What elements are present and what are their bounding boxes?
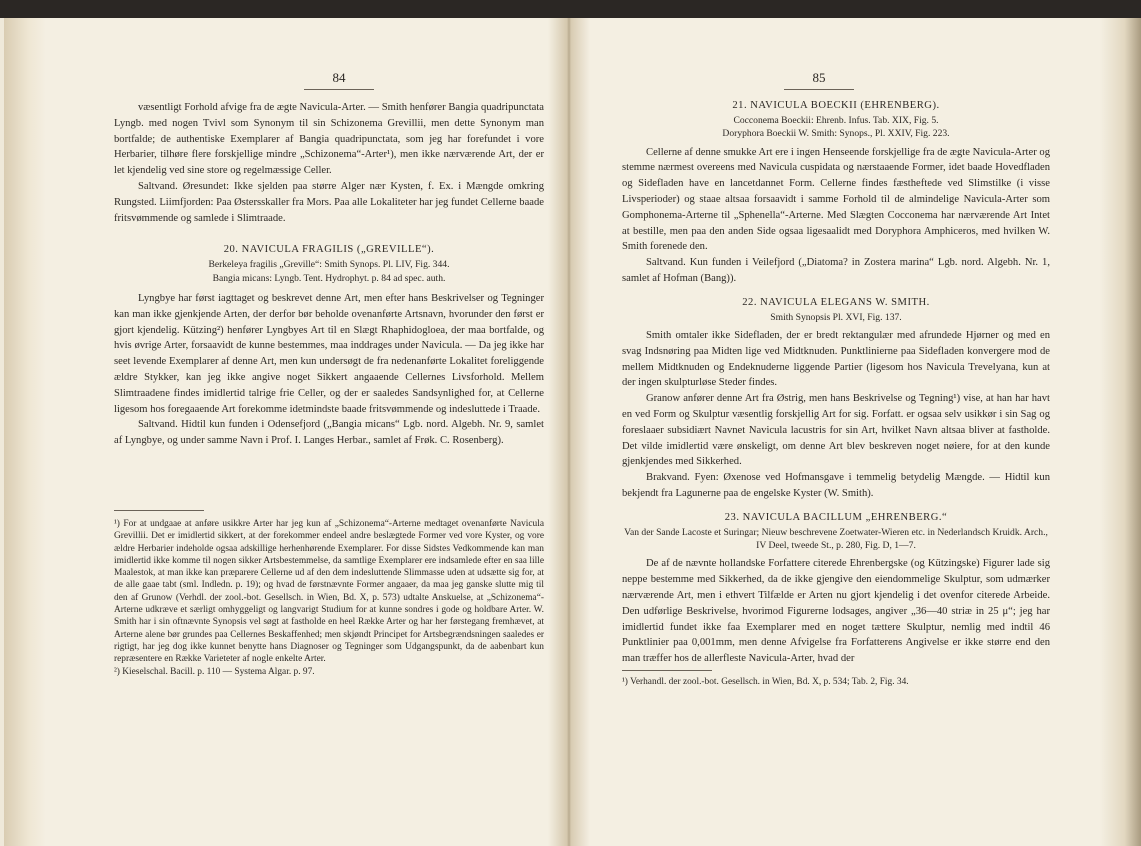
right-page-edge: [1100, 18, 1141, 846]
paragraph: Saltvand. Øresundet: Ikke sjelden paa større Alger nær Kysten, f. Ex. i Mængde omkring Rungsted. Liimfjorden: Paa Østersskaller fra Mors. Paa alle Lokaliteter har jeg fundet Cellerne baade fritsvømmende og samlede i Slimtraade.: [114, 180, 544, 224]
left-footnotes: [114, 518, 544, 678]
paragraph: Saltvand. Hidtil kun funden i Odensefjord („Bangia micans“ Lgb. nord. Algebh. Nr. 9, samlet af Lyngbye, og under samme Navn i Prof. I. Langes Herbar., samlet af Frøk. C. Rosenberg).: [114, 419, 544, 447]
paragraph: Cellerne af denne smukke Art ere i ingen Henseende forskjellige fra de ægte Navicula-Arter og stemme nærmest overeens med Navicula cuspidata og nærstaaende Former, idet baade Hovedfladen og Sidefladen have en lancetdannet Form. Cellerne findes fæstheftede ved Slimstilke (i visse Livsperioder) og staae altsaa forsaavidt i samme Forhold til de almindelige Navicula-Arter som Gomphonema-Arterne til „Sphenella“-Arterne. Med Slægten Cocconema har nærværende Art Intet at bestille, men paa den anden Side ogsaa ligesaalidt med Doryphora Amphiceros, med hvilken W. Smith forenede den.: [622, 146, 1050, 253]
footnote-rule: [114, 510, 204, 511]
left-page-edge: [4, 18, 46, 846]
page-number-right: 85: [812, 70, 826, 85]
book-spread: [0, 18, 1141, 846]
synonym-line: Cocconema Boeckii: Ehrenb. Infus. Tab. XIX, Fig. 5.: [733, 114, 939, 126]
page-number-rule-right: [784, 89, 854, 90]
right-page-text: [622, 98, 1050, 667]
synonym-line: Doryphora Boeckii W. Smith: Synops., Pl. XXIV, Fig. 223.: [722, 128, 950, 140]
right-footnotes: [622, 676, 1050, 688]
paragraph: Smith omtaler ikke Sidefladen, der er bredt rektangulær med afrundede Hjørner og med en svag Indsnøring paa Midten lige ved Midtknuden. Punktlinierne paa Sidefladen konvergere mod de mellem Midtknuden og Endeknuderne liggende Partier (ligesom hos Navicula Trevelyana, kun at der ingen skulpturløse Steder findes.: [622, 329, 1050, 389]
footnote: ¹) Verhandl. der zool.-bot. Gesellsch. in Wien, Bd. X, p. 534; Tab. 2, Fig. 34.: [622, 677, 909, 687]
footnote: ²) Kieselschal. Bacill. p. 110 — Systema Algar. p. 97.: [114, 666, 315, 677]
paragraph: Lyngbye har først iagttaget og beskrevet denne Art, men efter hans Beskrivelser og Tegninger kan man ikke gjenkjende Arten, der derfor bør beholde ovenanførte Artsnavn, hvorunder den først er gjort kjendelig. Kützing²) henfører Lyngbyes Art til en Slægt Rhaphidogloea, der maa bortfalde, og hvis øvrige Arter, forsaavidt de kunne bestemmes, maa inddrages under Navicula. — Da jeg ikke har seet levende Exemplarer af denne Art, men kun undersøgt de fra nedenanførte Lokalitet foreliggende ældre Stykker, kan jeg ikke angive noget Sikkert angaaende Cellernes Livsforhold. Mellem Slimtraadene findes imidlertid talrige frie Celler, og der er saaledes Sandsynlighed for, at Cellerne ligesom hos foregaaende Art forekomme idetmindste baade fritsvømmende og indesluttede i Traade.: [114, 292, 544, 415]
section-heading: 21. NAVICULA BOECKII (EHRENBERG).: [732, 100, 940, 111]
paragraph: væsentligt Forhold afvige fra de ægte Navicula-Arter. — Smith henfører Bangia quadripunctata Lyngb. med nogen Tvivl som Synonym til sin Schizonema Grevillii, men dette Synonym man bortfalde; de authentiske Exemplarer af Bangia quadripunctata, som jeg har forefundet i vore Herbarier, tilhøre flere forskjellige mindre „Schizonema“-Arter¹), men ikke nærværende Art, der er let kjendelig ved sine store og regelmæssige Celler.: [114, 102, 544, 177]
synonym-line: Smith Synopsis Pl. XVI, Fig. 137.: [770, 311, 902, 323]
section-heading: 22. NAVICULA ELEGANS W. SMITH.: [742, 296, 930, 308]
footnote: ¹) For at undgaae at anføre usikkre Arter har jeg kun af „Schizonema“-Arterne medtaget ovenanførte Navicula Grevillii. Det er imidlertid sikkert, at der forekommer endeel andre beslægtede Former ved vore Kyster, og vore ældre Herbarier indeholde ogsaa adskillige herhenhørende Exemplarer. For disse Sidstes Vedkommende kan man imidlertid ikke komme til nogen sikker Artsbestemmelse, da samtlige Exemplarer ere indsamlede efter en saa lille Maalestok, at man ikke kan præparere Cellerne ud af den dem indesluttende Slimmasse uden at udsætte sig for, at de alle gaae tabt (sml. Indledn. p. 19); og hvad de førstnævnte Former angaaer, da maa jeg ganske slutte mig til den af Grunow (Verhdl. der zool.-bot. Gesellsch. in Wien, Bd. X, p. 573) udtalte Anskuelse, at „Schizonema“-Arterne udkræve et særligt omhyggeligt og langvarigt Studium for at kunne sondres i gode og holdbare Arter. W. Smith har i sin oftnævnte Synopsis vel søgt at fastholde en heel Række Arter og har her førstegang fremhævet, at Arterne alene bør grundes paa Cellernes Beskaffenhed; men skjøndt Principet for Artsbegrændsningen saaledes er rigtigt, har jeg dog ikke kunnet benytte hans Diagnoser og Tegninger som Udgangspunkt, da de aabenbart kun repræsentere en Række Varieteter af nogle enkelte Arter.: [114, 519, 544, 665]
synonym-line: Berkeleya fragilis „Greville“: Smith Synops. Pl. LIV, Fig. 344.: [208, 259, 450, 271]
synonym-line: Bangia micans: Lyngb. Tent. Hydrophyt. p. 84 ad spec. auth.: [212, 272, 446, 284]
section-heading: 20. NAVICULA FRAGILIS („GREVILLE“).: [223, 244, 435, 256]
page-number-left: 84: [332, 70, 346, 85]
section-heading: 23. NAVICULA BACILLUM „EHRENBERG.“: [724, 511, 948, 523]
paragraph: De af de nævnte hollandske Forfattere citerede Ehrenbergske (og Kützingske) Figurer lade sig neppe bestemme med Sikkerhed, da de ikke gjengive den eiendommelige Skulptur, som udmærker nærværende Art, men i ethvert Tilfælde er Arten nu gjort kjendelig i det ovenfor citerede Arbeide. Den udførlige Beskrivelse, hvorimod Figurerne lodsages, angiver „36—40 striæ in 25 μ“; jeg har imidlertid fundet ikke faa Exemplarer med en noget tættere Skulptur, nemlig med indtil 46 Punktlinier paa 0,001mm, men denne Afvigelse fra Forfatterens Angivelse er ikke større end den man træffer hos de allerfleste Navicula-Arter, hvad der: [622, 558, 1050, 665]
book-gutter: [548, 18, 590, 846]
footnote-rule: [622, 670, 712, 671]
synonym-line: Van der Sande Lacoste et Suringar; Nieuw beschrevene Zoetwater-Wieren etc. in Nederlandsch Kruidk. Arch., IV Deel, tweede St., p. 280, Fig. D, 1—7.: [624, 526, 1048, 551]
paragraph: Brakvand. Fyen: Øxenose ved Hofmansgave i temmelig betydelig Mængde. — Hidtil kun bekjendt fra Lagunerne paa de engelske Kyster (W. Smith).: [622, 472, 1050, 499]
page-number-rule-left: [304, 89, 374, 90]
paragraph: Saltvand. Kun funden i Veilefjord („Diatoma? in Zostera marina“ Lgb. nord. Algebh. Nr. 1, samlet af Hofman (Bang)).: [622, 257, 1050, 284]
paragraph: Granow anfører denne Art fra Østrig, men hans Beskrivelse og Tegning¹) vise, at han har havt en ved Form og Skulptur væsentlig forskjellig Art for sig. Forfatt. er ogsaa selv usikkør i sin Sag og foreslaaer subsidiært Navnet Navicula lacustris for sin Art, hvilket Navn altsaa bliver at fastholde. Det vilde imidlertid være ønskeligt, om denne Art blev beskreven noget nøiere, for at den kunde gjenkjendes med Sikkerhed.: [622, 393, 1050, 468]
left-page-text: [114, 100, 544, 449]
